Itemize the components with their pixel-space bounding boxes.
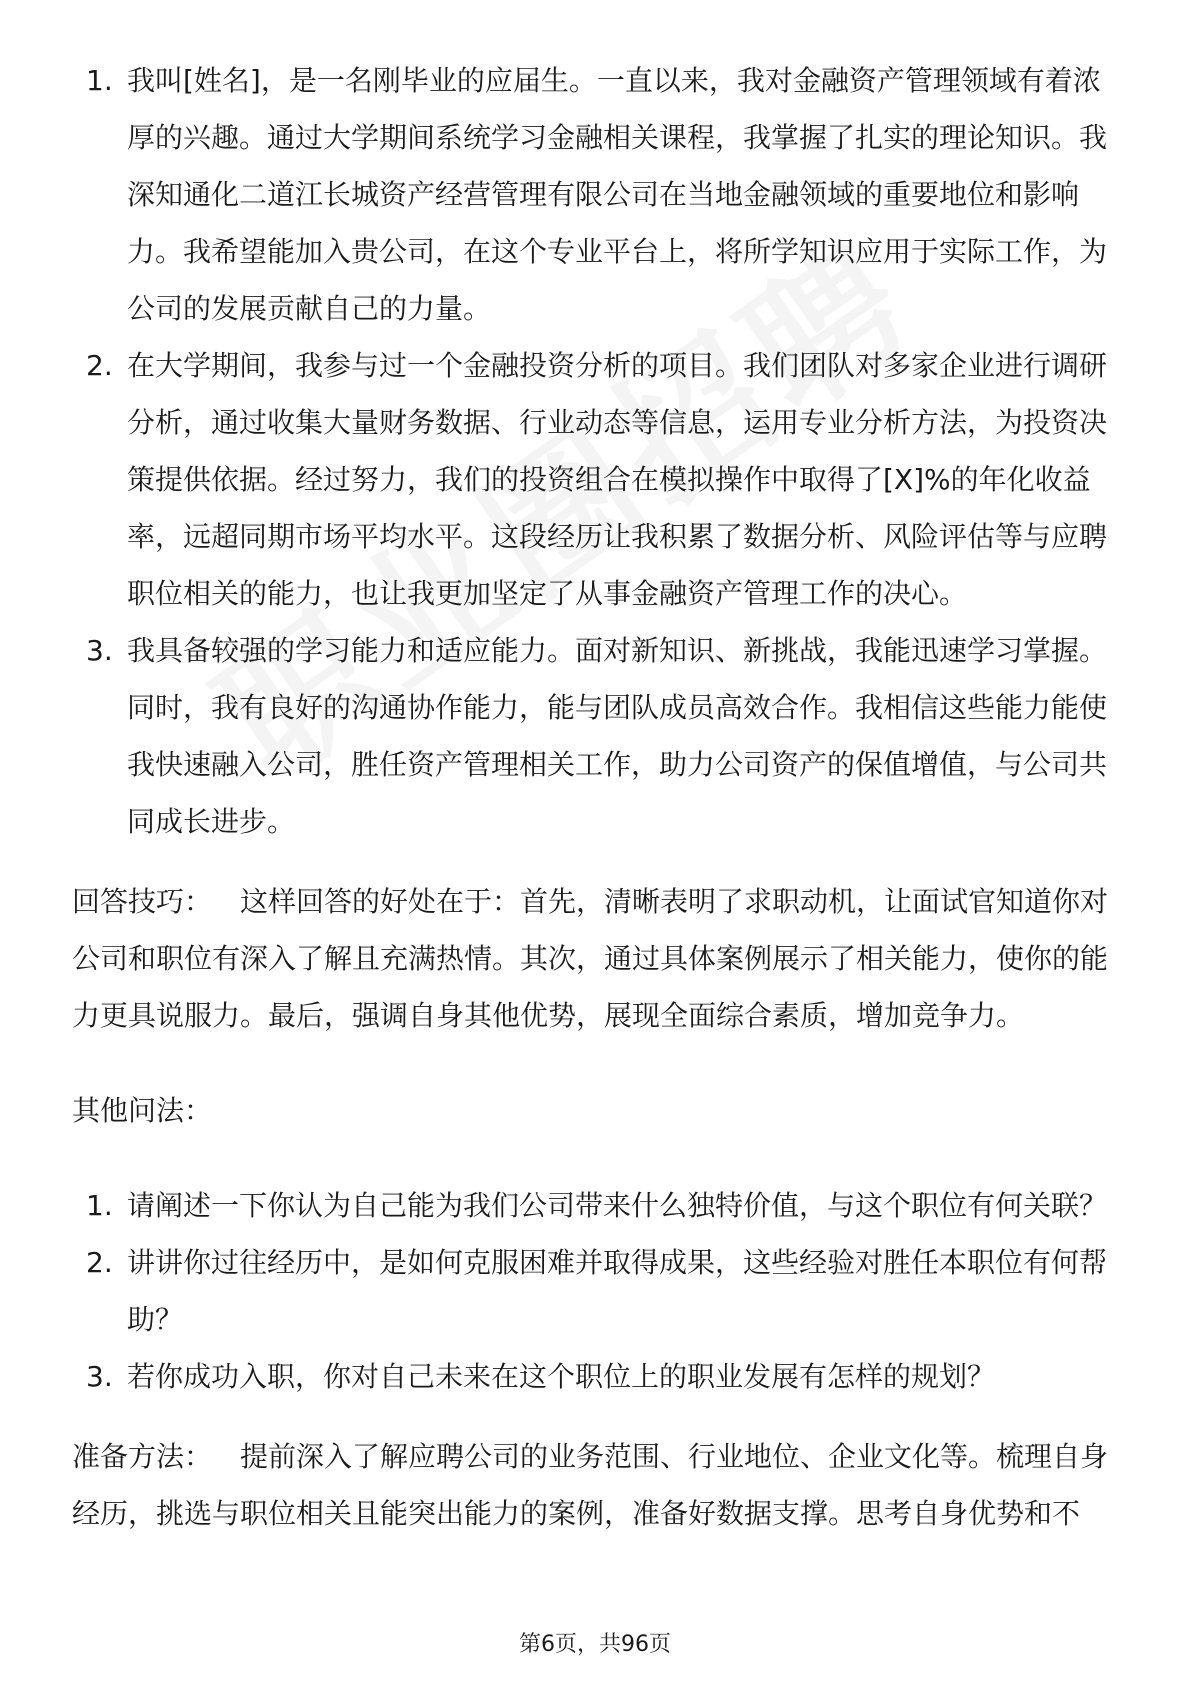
list-item-text: 讲讲你过往经历中，是如何克服困难并取得成果，这些经验对胜任本职位有何帮助？ <box>127 1246 1108 1336</box>
page-footer: 第6页，共96页 <box>519 1632 671 1657</box>
list-number: 2. <box>86 349 113 382</box>
preparation-text: 提前深入了解应聘公司的业务范围、行业地位、企业文化等。梳理自身经历，挑选与职位相关且能突出能力的案例，准备好数据支撑。思考自身优势和不 <box>72 1440 1109 1530</box>
list-item-text: 若你成功入职，你对自己未来在这个职位上的职业发展有怎样的规划？ <box>127 1360 996 1393</box>
answer-tips-paragraph <box>72 873 1122 1044</box>
answer-tips-label: 回答技巧： <box>72 885 213 918</box>
page-content <box>72 52 1122 1542</box>
list-item-text: 在大学期间，我参与过一个金融投资分析的项目。我们团队对多家企业进行调研分析，通过收集大量财务数据、行业动态等信息，运用专业分析方法，为投资决策提供依据。经过努力，我们的投资组合在模拟操作中取得了[X]%的年化收益率，远超同期市场平均水平。这段经历让我积累了数据分析、风险评估等与应聘职位相关的能力，也让我更加坚定了从事金融资产管理工作的决心。 <box>127 349 1108 610</box>
list-number: 1. <box>86 64 113 97</box>
other-questions-heading: 其他问法： <box>72 1094 213 1127</box>
list-item-text: 请阐述一下你认为自己能为我们公司带来什么独特价值，与这个职位有何关联？ <box>127 1189 1108 1222</box>
list-item-text: 我叫[姓名]，是一名刚毕业的应届生。一直以来，我对金融资产管理领域有着浓厚的兴趣。通过大学期间系统学习金融相关课程，我掌握了扎实的理论知识。我深知通化二道江长城资产经营管理有限公司在当地金融领域的重要地位和影响力。我希望能加入贵公司，在这个专业平台上，将所学知识应用于实际工作，为公司的发展贡献自己的力量。 <box>127 64 1108 325</box>
list-item <box>72 1177 1122 1234</box>
list-number: 3. <box>86 1360 113 1393</box>
answer-list <box>72 52 1122 850</box>
list-number: 3. <box>86 634 113 667</box>
list-number: 1. <box>86 1189 113 1222</box>
list-item-text: 我具备较强的学习能力和适应能力。面对新知识、新挑战，我能迅速学习掌握。同时，我有良好的沟通协作能力，能与团队成员高效合作。我相信这些能力能使我快速融入公司，胜任资产管理相关工作，助力公司资产的保值增值，与公司共同成长进步。 <box>127 634 1108 838</box>
list-item <box>72 622 1122 850</box>
list-item <box>72 1348 1122 1405</box>
list-item <box>72 52 1122 337</box>
preparation-label: 准备方法： <box>72 1440 213 1473</box>
list-item <box>72 1234 1122 1348</box>
answer-tips-text: 这样回答的好处在于：首先，清晰表明了求职动机，让面试官知道你对公司和职位有深入了解且充满热情。其次，通过具体案例展示了相关能力，使你的能力更具说服力。最后，强调自身其他优势，展现全面综合素质，增加竞争力。 <box>72 885 1109 1032</box>
preparation-paragraph <box>72 1428 1122 1542</box>
list-number: 2. <box>86 1246 113 1279</box>
list-item <box>72 337 1122 622</box>
other-questions-list <box>72 1177 1122 1405</box>
